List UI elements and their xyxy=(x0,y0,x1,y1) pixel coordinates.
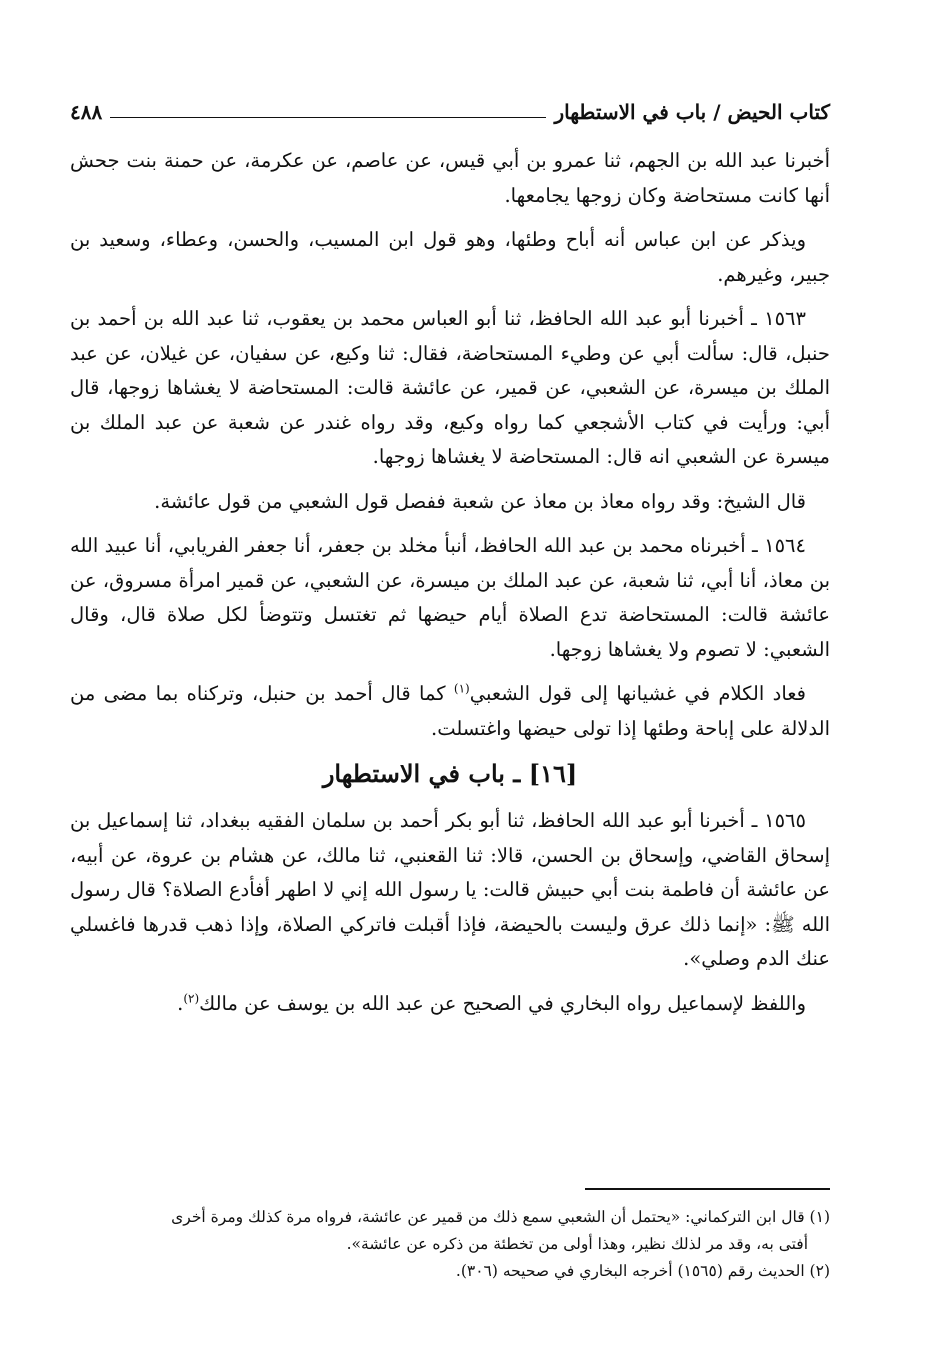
section-heading: [١٦] ـ باب في الاستطهار xyxy=(322,759,578,788)
paragraph-text: واللفظ لإسماعيل رواه البخاري في الصحيح عن عبد الله بن يوسف عن مالك xyxy=(199,991,806,1015)
running-title: كتاب الحيض / باب في الاستطهار xyxy=(554,100,830,124)
footnote-ref-1[interactable]: (١) xyxy=(453,681,470,696)
running-header xyxy=(70,92,830,132)
footnote-1-continued: أفتى به، وقد مر لذلك نظير، وهذا أولى من تخطئة من ذكره عن عائشة». xyxy=(346,1235,808,1253)
paragraph: قال الشيخ: وقد رواه معاذ بن معاذ عن شعبة ففصل قول الشعبي من قول عائشة. xyxy=(154,489,806,513)
paragraph-text: كما قال أحمد بن حنبل، وتركناه بما مضى من الدلالة على إباحة وطئها إذا تولى حيضها واغتسلت. xyxy=(70,682,830,740)
hadith-1565: ١٥٦٥ ـ أخبرنا أبو عبد الله الحافظ، ثنا أبو بكر أحمد بن سلمان الفقيه ببغداد، ثنا إسماعيل بن إسحاق القاضي، وإسحاق بن الحسن، قالا: ثنا القعنبي، ثنا مالك، عن هشام بن عروة، عن أبيه، عن عائشة أن فاطمة بنت أبي حبيش قالت: يا رسول الله إني لا اطهر أفأدع الصلاة؟ قال رسول الله ﷺ: «إنما ذلك عرق وليست بالحيضة، فإذا أقبلت فاتركي الصلاة، وإذا ذهب قدرها فاغسلي عنك الدم وصلي». xyxy=(70,809,830,970)
main-text xyxy=(70,144,830,1021)
footnote-ref-2[interactable]: (٢) xyxy=(183,991,200,1005)
hadith-1563: ١٥٦٣ ـ أخبرنا أبو عبد الله الحافظ، ثنا أبو العباس محمد بن يعقوب، ثنا عبد الله بن أحمد بن حنبل، قال: سألت أبي عن وطيء المستحاضة، فقال: ثنا وكيع، عن سفيان، عن غيلان، عن عبد الملك بن ميسرة، عن الشعبي، عن قمير، عن عائشة قالت: المستحاضة لا يغشاها زوجها، قال أبي: ورأيت في كتاب الأشجعي كما رواه وكيع، وقد رواه غندر عن شعبة عن عبد الملك بن ميسرة عن الشعبي انه قال: المستحاضة لا يغشاها زوجها. xyxy=(70,307,830,468)
paragraph xyxy=(70,987,830,1022)
footnotes xyxy=(70,1204,830,1285)
footnote-separator xyxy=(585,1188,830,1190)
paragraph-text: فعاد الكلام في غشيانها إلى قول الشعبي xyxy=(469,682,806,705)
paragraph: ويذكر عن ابن عباس أنه أباح وطئها، وهو قول ابن المسيب، والحسن، وعطاء، وسعيد بن جبير، وغيرهم. xyxy=(70,228,830,286)
page-number: ٤٨٨ xyxy=(70,100,103,124)
header-rule xyxy=(110,117,546,118)
book-page xyxy=(70,92,830,1332)
paragraph xyxy=(70,677,830,746)
footnote-2: (٢) الحديث رقم (١٥٦٥) أخرجه البخاري في صحيحه (٣٠٦). xyxy=(455,1262,830,1280)
paragraph: أخبرنا عبد الله بن الجهم، ثنا عمرو بن أبي قيس، عن عاصم، عن عكرمة، عن حمنة بنت جحش أنها كانت مستحاضة وكان زوجها يجامعها. xyxy=(70,149,830,207)
paragraph-text: . xyxy=(177,991,184,1015)
footnote-1: (١) قال ابن التركماني: «يحتمل أن الشعبي سمع ذلك من قمير عن عائشة، فرواه مرة كذلك ومرة أخرى xyxy=(171,1208,830,1226)
hadith-1564: ١٥٦٤ ـ أخبرناه محمد بن عبد الله الحافظ، أنبأ مخلد بن جعفر، أنا جعفر الفريابي، أنا عبيد الله بن معاذ، أنا أبي، ثنا شعبة، عن عبد الملك بن ميسرة، عن الشعبي، عن قمير امرأة مسروق، عن عائشة قالت: المستحاضة تدع الصلاة أيام حيضها ثم تغتسل وتتوضأ لكل صلاة قال، وقال الشعبي: لا تصوم ولا يغشاها زوجها. xyxy=(70,534,830,661)
